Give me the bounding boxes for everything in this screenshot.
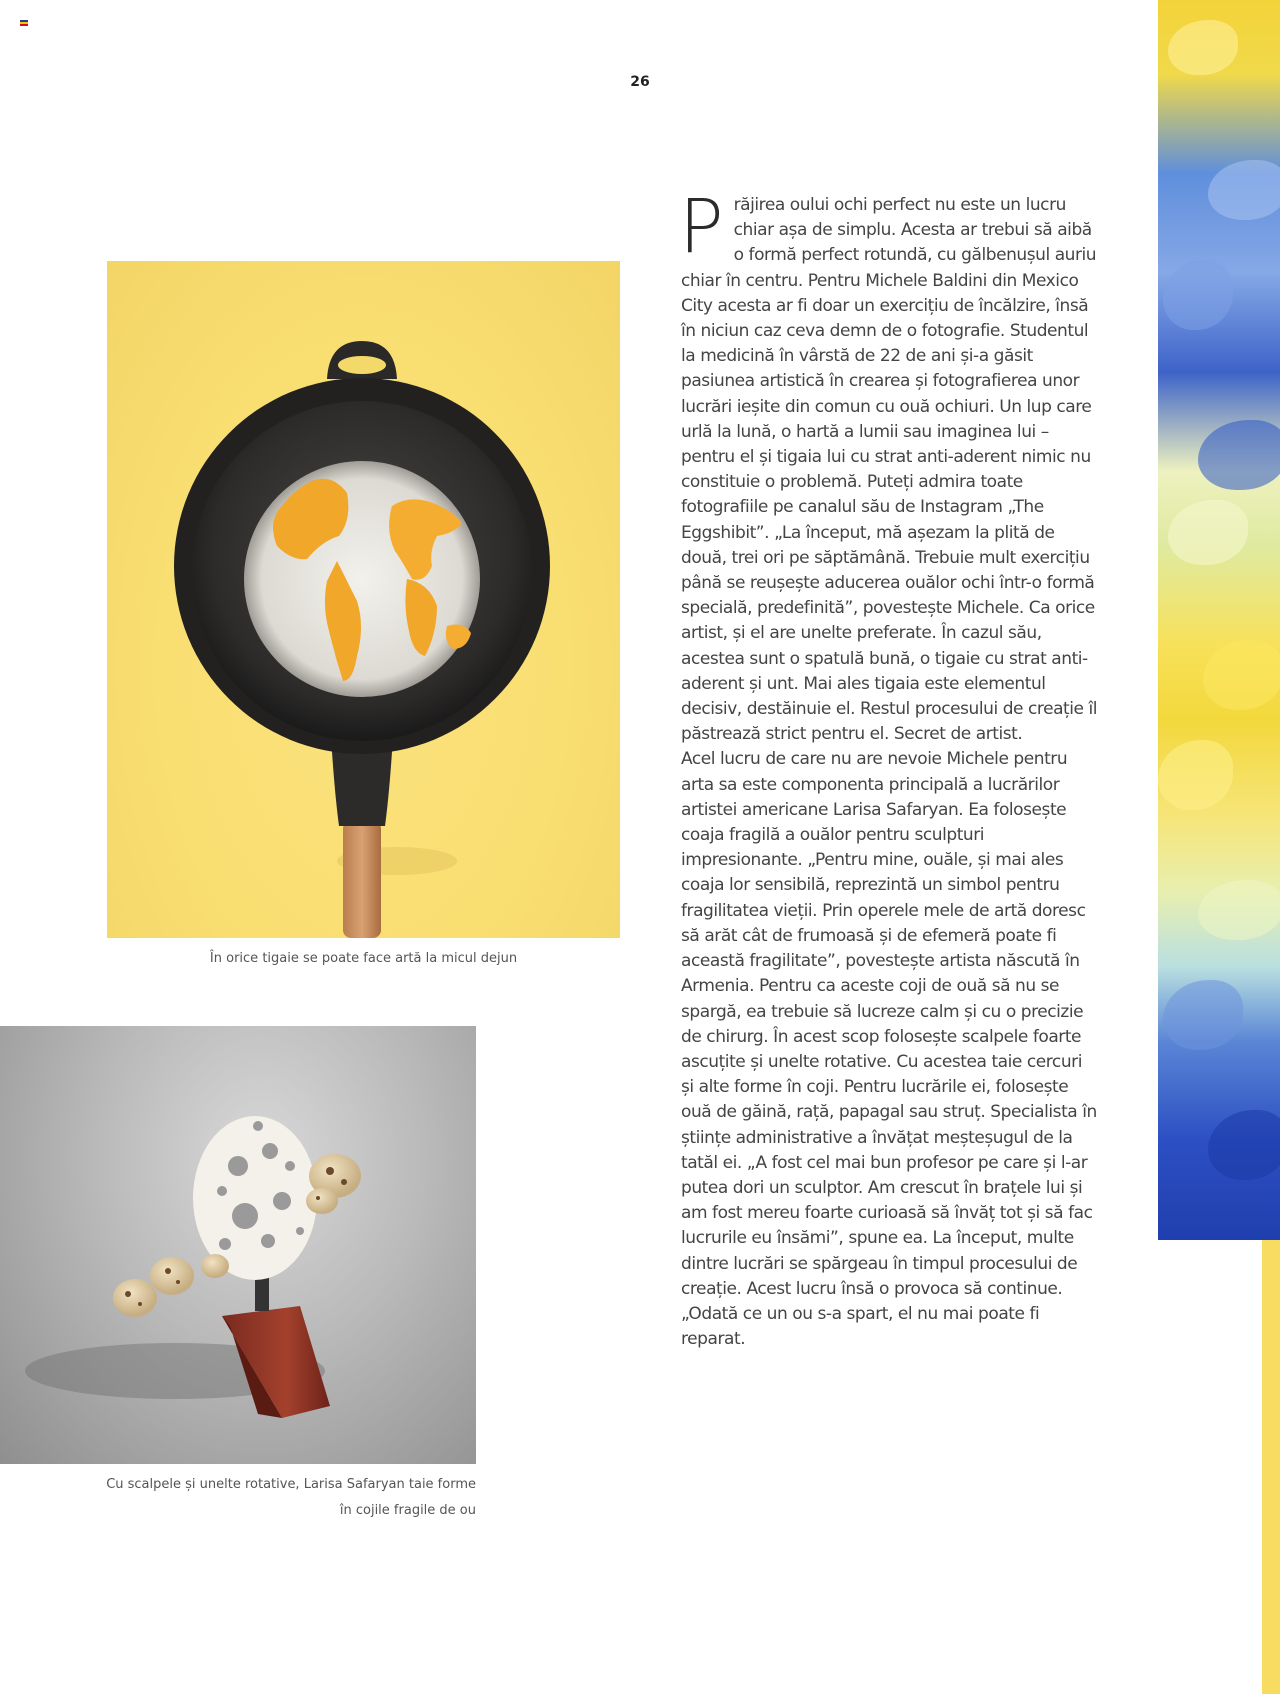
eggshell-decoration-strip	[1158, 0, 1280, 1240]
page-number: 26	[630, 74, 650, 90]
eggshell-sculpture-illustration	[0, 1026, 476, 1464]
article-paragraph-2: Acel lucru de care nu are nevoie Michele pentru arta sa este componenta principală a lucrărilor artistei americane Larisa Safaryan. Ea folosește coaja fragilă a ouălor pentru sculpturi impresionante. „Pentru mine, ouăle, și mai ales coaja lor sensibilă, reprezintă un simbol pentru fragilitatea vieții. Prin operele mele de artă doresc să arăt cât de frumoasă și de efemeră poate fi această fragilitate”, povestește artista născută în Armenia. Pentru ca aceste coji de ouă să nu se spargă, ea trebuie să lucreze calm și cu o precizie de chirurg. În acest scop folosește scalpele foarte ascuțite și unelte rotative. Cu acestea taie cercuri și alte forme în coji. Pentru lucrările ei, folosește ouă de găină, rață, papagal sau struț. Specialista în științe administrative a învățat meșteșugul de la tatăl ei. „A fost cel mai bun profesor pe care și l-ar putea dori un sculptor. Am crescut în brațele lui și am fost mereu foarte curioasă să învăț tot și să fac lucrurile eu însămi”, spune ea. La început, multe dintre lucrări se spărgeau în timpul procesului de creație. Acest lucru însă o provoca să continue. „Odată ce un ou s-a spart, el nu mai poate fi reparat.	[681, 749, 1097, 1350]
pan-photo-caption: În orice tigaie se poate face artă la micul dejun	[209, 951, 518, 966]
sculpture-photo-caption	[40, 1472, 476, 1524]
article-paragraph-1: răjirea oului ochi perfect nu este un lucru chiar așa de simplu. Acesta ar trebui să aibă o formă perfect rotundă, cu gălbenușul auriu chiar în centru. Pentru Michele Baldini din Mexico City acesta ar fi doar un exercițiu de încălzire, însă în niciun caz ceva demn de o fotografie. Studentul la medicină în vârstă de 22 de ani și-a găsit pasiunea artistică în crearea și fotografierea unor lucrări ieșite din comun cu ouă ochiuri. Un lup care urlă la lună, o hartă a lumii sau imaginea lui – pentru el și tigaia lui cu strat anti-aderent nimic nu constituie o problemă. Puteți admira toate fotografiile pe canalul său de Instagram „The Eggshibit”. „La început, mă așezam la plită de două, trei ori pe săptămână. Trebuie mult exercițiu până se reușește aducerea ouălor ochi într-o formă specială, predefinită”, povestește Michele. Ca orice artist, și el are unelte preferate. În cazul său, acestea sunt o spatulă bună, o tigaie cu strat anti-aderent și unt. Mai ales tigaia este elementul decisiv, destăinuie el. Restul procesului de creație îl păstrează strict pentru el. Secret de artist.	[681, 195, 1098, 745]
accent-bar	[1262, 1240, 1280, 1694]
sculpture-caption-line-2: în cojile fragile de ou	[339, 1503, 476, 1518]
eggshell-sculpture-photo	[0, 1026, 476, 1464]
sculpture-caption-line-1: Cu scalpele și unelte rotative, Larisa Safaryan taie forme	[106, 1477, 476, 1492]
article-body	[679, 184, 1099, 1352]
frying-pan-illustration	[107, 261, 620, 938]
drop-cap: P	[679, 184, 724, 270]
frying-pan-world-map-photo	[107, 261, 620, 938]
flag-icon	[20, 20, 28, 26]
